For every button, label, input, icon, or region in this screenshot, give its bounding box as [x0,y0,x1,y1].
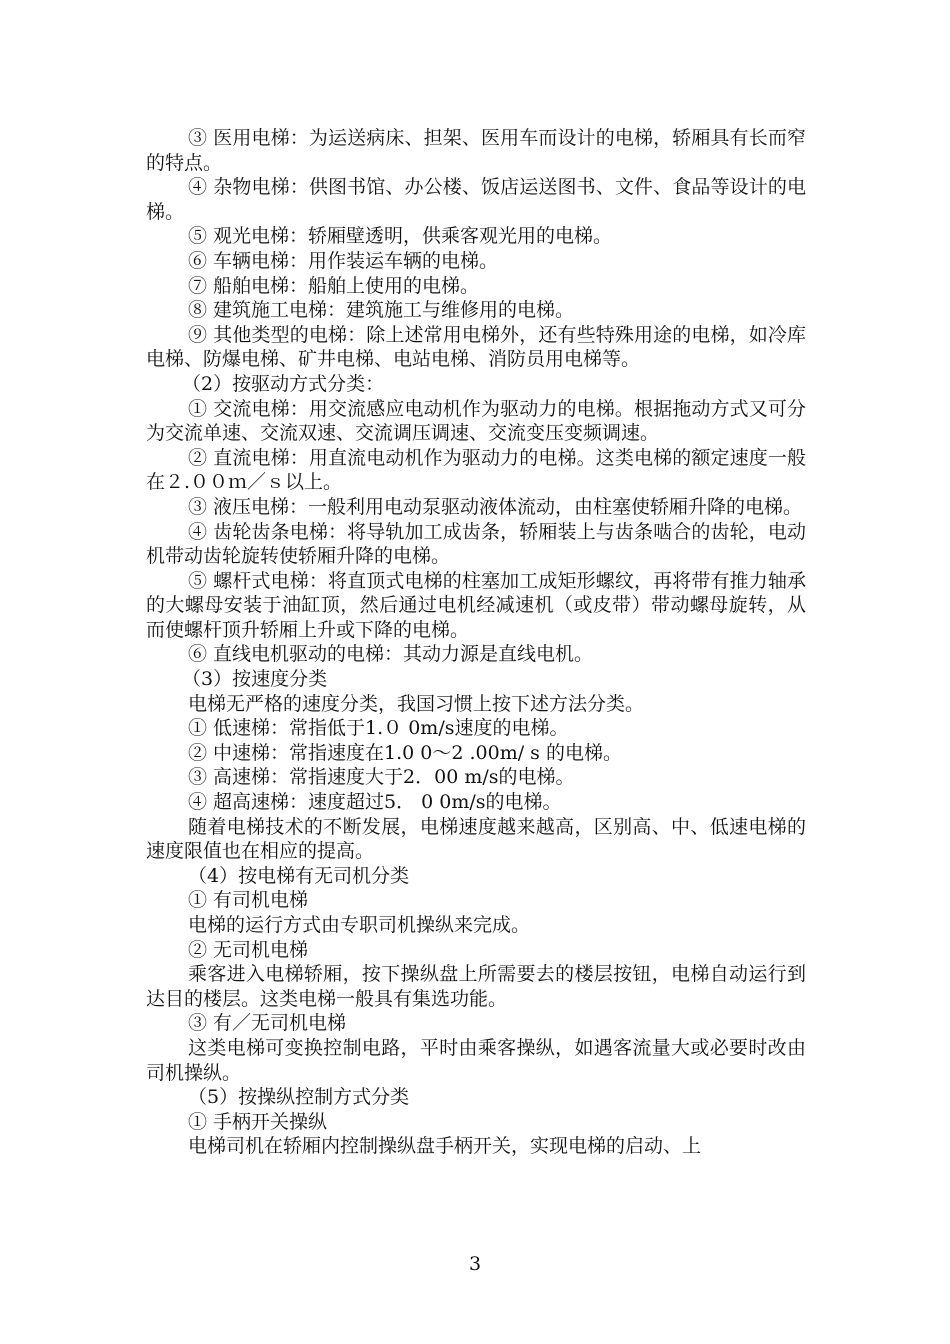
paragraph: ④ 齿轮齿条电梯：将导轨加工成齿条，轿厢装上与齿条啮合的齿轮，电动机带动齿轮旋转使轿厢升降的电梯。 [146,520,806,568]
paragraph: ⑥ 车辆电梯：用作装运车辆的电梯。 [188,249,499,272]
paragraph: ⑨ 其他类型的电梯：除上述常用电梯外，还有些特殊用途的电梯，如冷库电梯、防爆电梯、矿井电梯、电站电梯、消防员用电梯等。 [146,323,806,371]
paragraph: 电梯无严格的速度分类，我国习惯上按下述方法分类。 [188,692,645,715]
page-number: 3 [468,1253,482,1275]
paragraph: ③ 高速梯：常指速度大于2．00 m/s的电梯。 [188,766,575,789]
paragraph: ③ 医用电梯：为运送病床、担架、医用车而设计的电梯，轿厢具有长而窄的特点。 [146,127,806,174]
paragraph: 电梯司机在轿厢内控制操纵盘手柄开关，实现电梯的启动、上 [188,1135,702,1158]
paragraph: ⑦ 船舶电梯：船舶上使用的电梯。 [188,274,480,297]
paragraph: 电梯的运行方式由专职司机操纵来完成。 [188,914,531,936]
section-heading: （5）按操纵控制方式分类 [188,1086,410,1109]
paragraph: 这类电梯可变换控制电路，平时由乘客操纵，如遇客流量大或必要时改由司机操纵。 [146,1036,806,1084]
paragraph: ② 直流电梯：用直流电动机作为驱动力的电梯。这类电梯的额定速度一般在２.００ｍ／ｓ以上。 [146,446,806,494]
paragraph: ① 有司机电梯 [188,889,309,912]
paragraph: ② 无司机电梯 [188,938,309,961]
paragraph: ① 交流电梯：用交流感应电动机作为驱动力的电梯。根据拖动方式又可分为交流单速、交流双速、交流调压调速、交流变压变频调速。 [146,397,806,445]
paragraph: ② 中速梯：常指速度在1.0 0～2 .00m/ s 的电梯。 [188,741,622,764]
paragraph: ⑤ 观光电梯：轿厢壁透明，供乘客观光用的电梯。 [188,225,613,248]
paragraph: ⑤ 螺杆式电梯：将直顶式电梯的柱塞加工成矩形螺纹，再将带有推力轴承的大螺母安装于油缸顶，然后通过电机经减速机（或皮带）带动螺母旋转，从而使螺杆顶升轿厢上升或下降的电梯。 [146,569,806,641]
paragraph: 随着电梯技术的不断发展，电梯速度越来越高，区别高、中、低速电梯的速度限值也在相应的提高。 [146,815,806,863]
paragraph: ⑧ 建筑施工电梯：建筑施工与维修用的电梯。 [188,299,575,322]
paragraph: ④ 杂物电梯：供图书馆、办公楼、饭店运送图书、文件、食品等设计的电梯。 [146,176,806,223]
paragraph: ④ 超高速梯：速度超过5． 0 0m/s的电梯。 [188,791,562,814]
paragraph: ③ 有／无司机电梯 [188,1012,347,1035]
paragraph: ① 手柄开关操纵 [188,1110,328,1133]
paragraph: ⑥ 直线电机驱动的电梯：其动力源是直线电机。 [188,643,594,666]
section-heading: （4）按电梯有无司机分类 [188,864,410,887]
body-text [146,126,806,1159]
section-heading: （2）按驱动方式分类： [182,372,385,395]
paragraph: ① 低速梯：常指低于1.０ 0m/s速度的电梯。 [188,717,569,740]
paragraph: 乘客进入电梯轿厢，按下操纵盘上所需要去的楼层按钮，电梯自动运行到达目的楼层。这类电梯一般具有集选功能。 [146,963,806,1010]
section-heading: （3）按速度分类 [182,668,328,691]
paragraph: ③ 液压电梯：一般利用电动泵驱动液体流动，由柱塞使轿厢升降的电梯。 [188,495,803,518]
